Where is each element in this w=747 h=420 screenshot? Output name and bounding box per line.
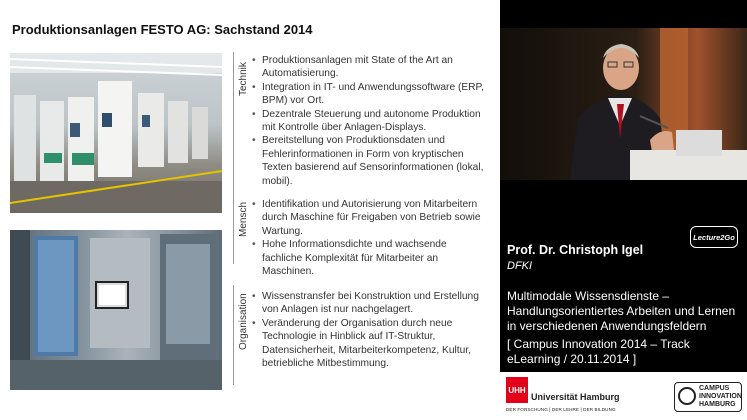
speaker-organization: DFKI: [507, 260, 533, 272]
lecture2go-logo[interactable]: Lecture2Go: [690, 226, 738, 248]
organisation-bullet-list: [252, 290, 484, 370]
mensch-bullet-list: [252, 198, 484, 278]
technik-bullet-list: [252, 54, 484, 188]
category-label-technik: Technik: [238, 62, 249, 96]
bullet-item: • Hohe Informationsdichte und wachsende fachliche Komplexität für Mitarbeiter an Maschinen.: [252, 238, 484, 278]
category-label-mensch: Mensch: [238, 201, 249, 237]
factory-hall-photo: [10, 53, 222, 213]
campus-innovation-text: CAMPUS INNOVATION HAMBURG: [699, 385, 742, 408]
category-label-organisation: Organisation: [238, 293, 249, 350]
section-divider: [233, 52, 234, 212]
uhh-logo-text: Universität Hamburg: [531, 392, 620, 402]
talk-title: Multimodale Wissensdienste – Handlungsorientiertes Arbeiten und Lernen in verschiedenen Anwendungsfeldern: [507, 289, 736, 334]
machine-display-photo: [10, 230, 222, 390]
bullet-item: • Bereitstellung von Produktionsdaten und Fehlerinformationen in Form von kryptischen Texten basierend auf Sensorinformationen (lokal, mobil).: [252, 134, 484, 188]
section-divider: [233, 200, 234, 264]
bullet-item: • Dezentrale Steuerung und autonome Produktion mit Kontrolle über Anlagen-Displays.: [252, 108, 484, 135]
bullet-item: • Veränderung der Organisation durch neue Technologie in Hinblick auf IT-Struktur, Datensicherheit, Mitarbeiterkompetenz, Kultur, betriebliche Mitbestimmung.: [252, 317, 484, 371]
bullet-item: • Identifikation und Autorisierung von Mitarbeitern durch Maschine für Freigaben von Betrieb sowie Wartung.: [252, 198, 484, 238]
event-info: [ Campus Innovation 2014 – Track eLearning / 20.11.2014 ]: [507, 337, 690, 367]
speaker-name: Prof. Dr. Christoph Igel: [507, 243, 644, 257]
logo-bar: [500, 372, 747, 420]
uhh-logo-subtitle: DER FORSCHUNG | DER LEHRE | DER BILDUNG: [506, 407, 616, 412]
bullet-item: • Wissenstransfer bei Konstruktion und Erstellung von Anlagen ist nur nachgelagert.: [252, 290, 484, 317]
slide-title: Produktionsanlagen FESTO AG: Sachstand 2014: [12, 22, 313, 37]
uhh-logo-icon[interactable]: UHH: [506, 377, 528, 403]
bullet-item: • Produktionsanlagen mit State of the Art an Automatisierung.: [252, 54, 484, 81]
campus-innovation-logo[interactable]: [674, 382, 742, 412]
section-divider: [233, 285, 234, 385]
campus-innovation-icon: [678, 387, 696, 405]
bullet-item: • Integration in IT- und Anwendungssoftware (ERP, BPM) vor Ort.: [252, 81, 484, 108]
speaker-video[interactable]: [500, 28, 747, 180]
